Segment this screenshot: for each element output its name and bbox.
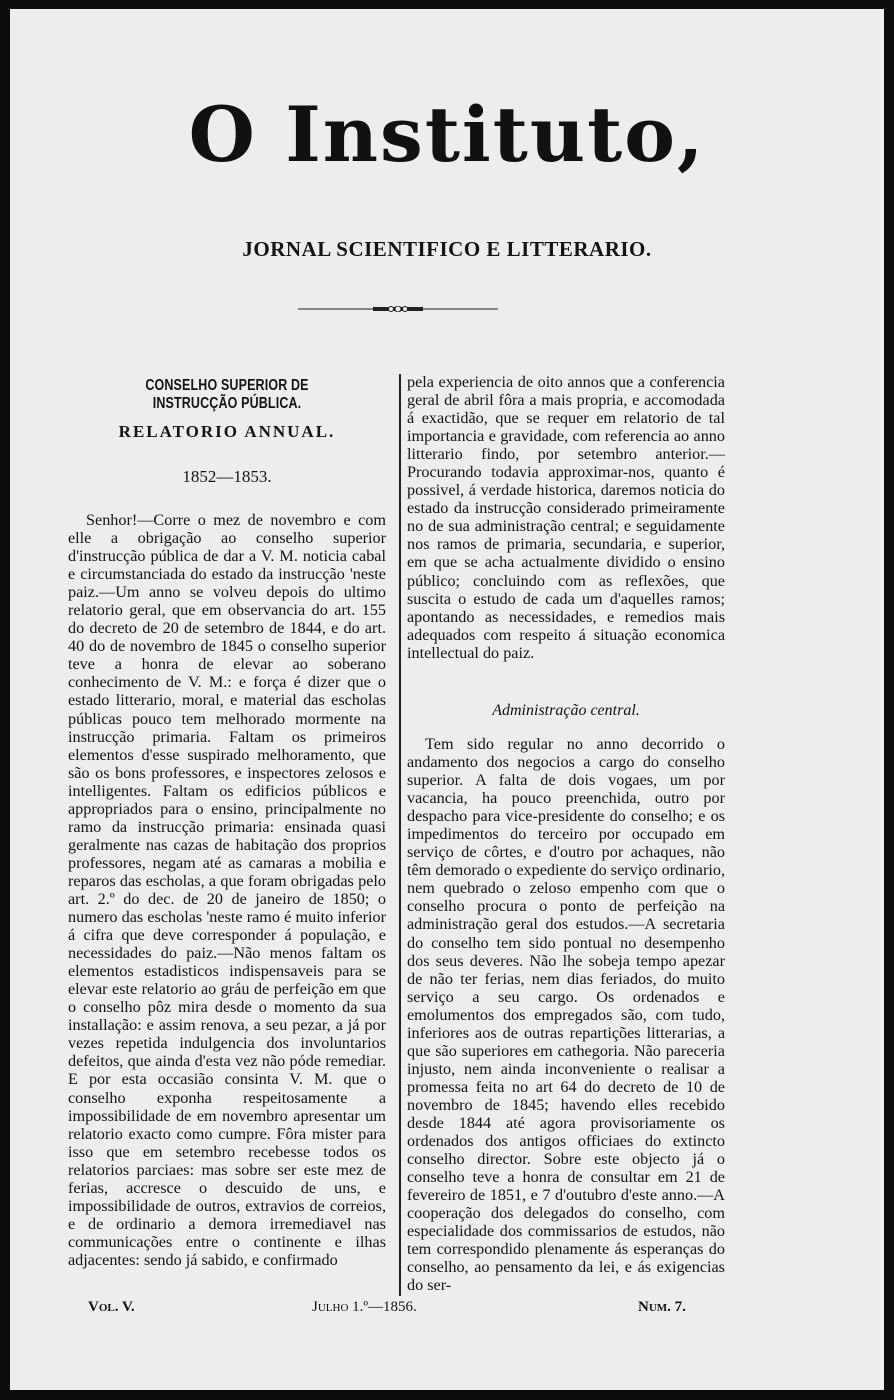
footer-date: Julho 1.º—1856. (312, 1299, 417, 1315)
right-column-top (407, 373, 725, 662)
right-column-top-text: pela experiencia de oito annos que a conferencia geral de abril fôra a mais propria, e accomodada á exactidão, que se requer em relatorio de tal importancia e gravidade, com referencia ao anno litterario findo, por setembro anterior.—Procurando todavia approximar-nos, quanto é possivel, á verdade historica, daremos noticia do estado da instrucção considerado primeiramente no de sua administração central; e seguidamente nos ramos de primaria, secundaria, e superior, em que se acha actualmente dividido o ensino público; concluindo com as reflexões, que suscita o estudo de cada um d'aquelles ramos; apontando as necessidades, e remedios mais adequados com respeito á situação economica intellectual do paiz. (407, 373, 725, 662)
report-title: RELATORIO ANNUAL. (118, 422, 336, 441)
footer-number: Num. 7. (638, 1299, 686, 1315)
right-column-bottom (407, 735, 725, 1294)
right-column-bottom-text: Tem sido regular no anno decorrido o andamento dos negocios a cargo do conselho superior. A falta de dois vogaes, um por vacancia, ha pouco preenchida, outro por despacho para vice-presidente do conselho; e os impedimentos do terceiro por occupado em serviço de côrtes, e d'outro por achaques, não têm demorado o expediente do serviço ordinario, nem quebrado o zeloso empenho com que o conselho procura o ponto de perfeição na administração geral dos estudos.—A secretaria do conselho tem sido pontual no desempenho dos seus deveres. Não lhe sobeja tempo apezar de não ter ferias, nem dias feriados, do muito serviço a seu cargo. Os ordenados e emolumentos dos empregados são, com tudo, inferiores aos de outras repartições litterarias, a que são superiores em cathegoria. Não pareceria injusto, nem ainda inconveniente o realisar a promessa feita no art 64 do decreto de 10 de novembro de 1845; havendo elles recebido desde 1844 até agora provisoriamente os ordenados dos antigos officiaes do extincto conselho director. Sobre este objecto já o conselho teve a honra de consultar em 21 de fevereiro de 1851, e 7 d'outubro d'este anno.—A cooperação dos delegados do conselho, com especialidade dos commissarios de estudos, não tem correspondido plenamente ás esperanças do conselho, ao pensamento da lei, e ás exigencias do ser- (407, 735, 725, 1295)
ornament-divider (298, 306, 498, 312)
section-title: CONSELHO SUPERIOR DE INSTRUCÇÃO PÚBLICA. (145, 377, 309, 412)
report-years: 1852—1853. (182, 467, 272, 486)
left-column (68, 511, 386, 1269)
footer-volume: Vol. V. (88, 1299, 135, 1315)
subheading: Administração central. (492, 702, 640, 719)
column-divider (399, 374, 401, 1296)
masthead-title: O Instituto, (188, 90, 706, 179)
newspaper-page (10, 9, 884, 1390)
masthead-subtitle: JORNAL SCIENTIFICO E LITTERARIO. (242, 237, 652, 261)
left-column-text: Senhor!—Corre o mez de novembro e com elle a obrigação ao conselho superior d'instrucção pública de dar a V. M. noticia cabal e circumstanciada do estado da instrucção 'neste paiz.—Um anno se volveu depois do ultimo relatorio geral, que em observancia do art. 155 do decreto de 20 de setembro de 1844, e do art. 40 do de novembro de 1845 o conselho superior teve a honra de elevar ao soberano conhecimento de V. M.: e força é dizer que o estado litterario, moral, e material das escholas públicas pouco tem melhorado mormente na instrucção primaria. Faltam os primeiros elementos d'esse suspirado melhoramento, que são os bons professores, e inspectores zelosos e intelligentes. Faltam os edificios públicos e appropriados para o ensino, principalmente no ramo da instrucção primaria: ensinada quasi geralmente nas cazas de habitação dos proprios professores, negam até as camaras a mobilia e reparos das escholas, a que foram obrigadas pelo art. 2.º do dec. de 20 de janeiro de 1850; o numero das escholas 'neste ramo é muito inferior á cifra que deve corresponder á população, e necessidades do paiz.—Não menos faltam os elementos estadisticos indispensaveis para se elevar este relatorio ao gráu de perfeição em que o conselho pôz mira desde o momento da sua installação: e assim renova, a seu pezar, a já por vezes repetida indulgencia dos involuntarios defeitos, que ainda d'esta vez não póde remediar. E por esta occasião consinta V. M. que o conselho exponha respeitosamente a impossibilidade de em novembro apresentar um relatorio exacto como cumpre. Fôra mister para isso que em setembro recebesse todos os relatorios parciaes: mas sobre ser este mez de ferias, accresce o descuido de uns, e impossibilidade de outros, extravios de correios, e de ordinario a demora irremediavel nas communicações entre o continente e ilhas adjacentes: sendo já sabido, e confirmado (68, 511, 386, 1269)
